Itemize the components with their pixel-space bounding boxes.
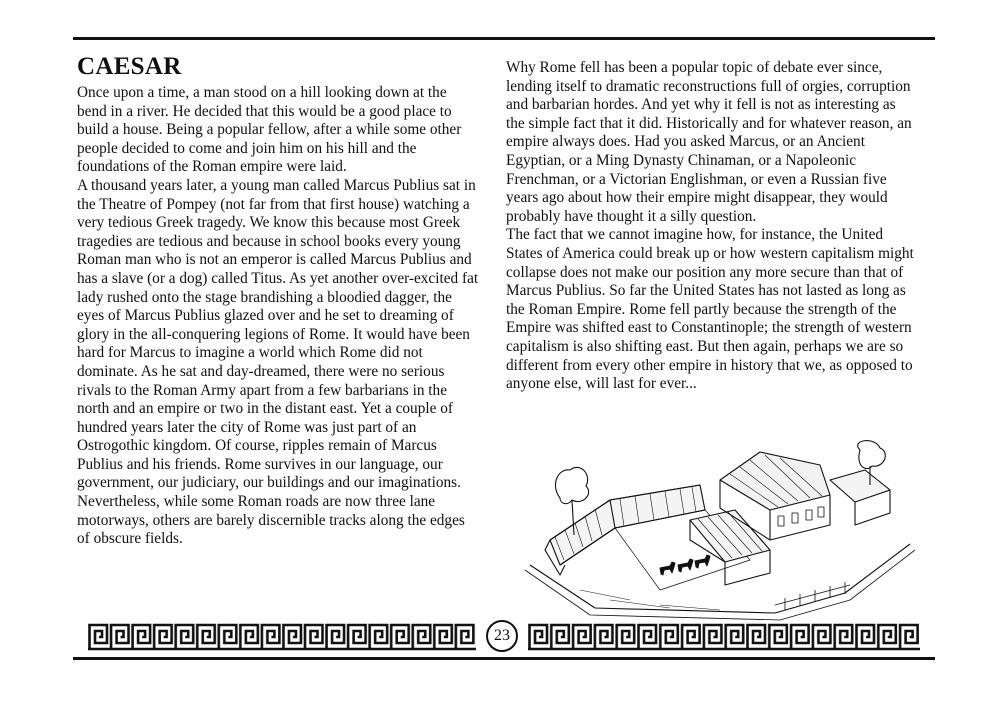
page-number: 23	[486, 620, 518, 652]
left-paragraph-1: Once upon a time, a man stood on a hill looking down at the bend in a river. He decided that this would be a good place to build a house. Being a popular fellow, after a while some other people decided to come and join him on his hill and the foundations of the Roman empire were laid.	[77, 84, 462, 176]
greek-key-border-left	[88, 623, 476, 651]
top-rule	[73, 37, 935, 40]
right-paragraph-1: Why Rome fell has been a popular topic of debate ever since, lending itself to dramatic reconstructions full of orgies, corruption and barbarian hordes. And yet why it fell is not as interesting as the simple fact that it did. Historically and for whatever reason, an empire always does. Had you asked Marcus, or an Ancient Egyptian, or a Ming Dynasty Chinaman, or a Napoleonic Frenchman, or a Victorian Englishman, or even a Russian five years ago about how their empire might disappear, they would probably have thought it a silly question.	[506, 59, 912, 225]
roman-villa-illustration	[520, 440, 920, 625]
right-paragraph-2: The fact that we cannot imagine how, for instance, the United States of America could break up or how western capitalism might collapse does not make our position any more secure than that of Marcus Publius. So far the United States has not lasted as long as the Roman Empire. Rome fell partly because the strength of the Empire was shifted east to Constantinople; the strength of western capitalism is also shifting east. But then again, perhaps we are so different from every other empire in history that we, as opposed to anyone else, will last for ever...	[506, 226, 914, 393]
left-column	[77, 52, 479, 549]
article-title: CAESAR	[77, 53, 182, 80]
bottom-rule	[73, 657, 935, 660]
footer	[88, 619, 918, 657]
right-column	[506, 59, 916, 394]
greek-key-border-right	[528, 623, 920, 651]
left-paragraph-2: A thousand years later, a young man called Marcus Publius sat in the Theatre of Pompey (not far from that first house) watching a very tedious Greek tragedy. We know this because most Greek tragedies are tedious and because in school books every young Roman man who is not an emperor is called Marcus Publius and has a slave (or a dog) called Titus. As yet another over-excited fat lady rushed onto the stage brandishing a bloodied dagger, the eyes of Marcus Publius glazed over and he set to dreaming of glory in the all-conquering legions of Rome. It would have been hard for Marcus to imagine a world which Rome did not dominate. As he sat and day-dreamed, there were no serious rivals to the Roman Army apart from a few barbarians in the north and an empire or two in the distant east. Yet a couple of hundred years later the city of Rome was just part of an Ostrogothic kingdom. Of course, ripples remain of Marcus Publius and his friends. Rome survives in our language, our government, our judiciary, our buildings and our imaginations. Nevertheless, while some Roman roads are now three lane motorways, others are barely discernible tracks along the edges of obscure fields.	[77, 176, 479, 548]
